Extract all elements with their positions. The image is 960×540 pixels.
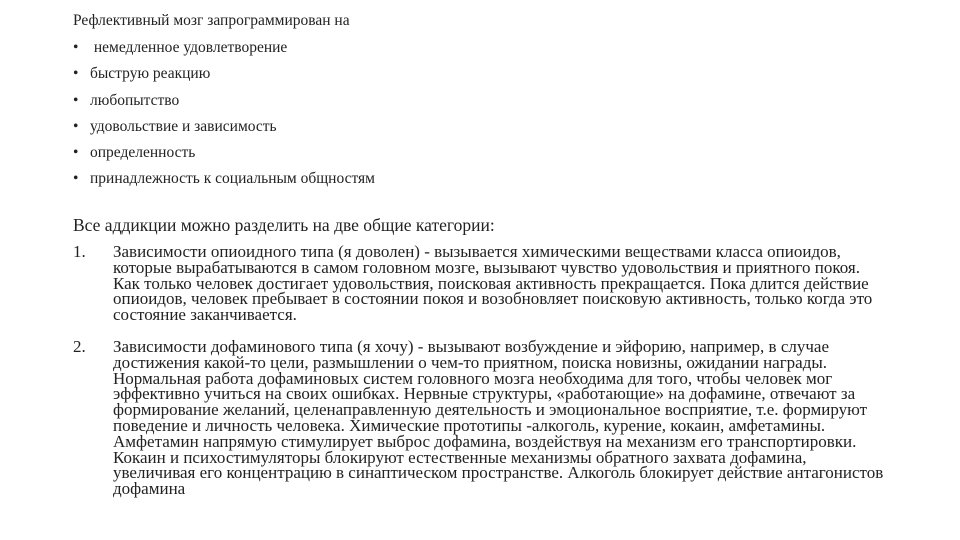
bullet-icon: •: [73, 144, 79, 162]
list-item-text: Зависимости опиоидного типа (я доволен) - вызывается химическими веществами класса опиоидов, которые вырабатываются в самом головном мозге, вызывают чувство удовольствия и приятного покоя. Как только человек достигает удовольствия, поисковая активность прекращается. Пока длится действие опиоидов, человек пребывает в состоянии покоя и возобновляет поисковую активность, только когда это состояние заканчивается.: [113, 242, 873, 325]
bullet-text: немедленное удовлетворение: [90, 39, 288, 56]
bullet-icon: •: [73, 65, 79, 83]
bullet-text: удовольствие и зависимость: [90, 117, 277, 135]
intro-heading: Рефлективный мозг запрограммирован на: [73, 12, 350, 29]
list-item-text: Зависимости дофаминового типа (я хочу) - вызывают возбуждение и эйфорию, например, в случае достижения какой-то цели, размышлении о чем-то приятном, поиска новизны, ожидании награды. Нормальная работа дофаминовых систем головного мозга необходима для того, чтобы человек мог эффективно учиться на своих ошибках. Нервные структуры, «работающие» на дофамине, отвечают за формирование желаний, целенаправленную деятельность и эмоциональное восприятие, т.е. формируют поведение и личность человека. Химические прототипы -алкоголь, курение, кокаин, амфетамины. Амфетамин напрямую стимулирует выброс дофамина, воздействуя на механизм его транспортировки. Кокаин и психостимуляторы блокируют естественные механизмы обратного захвата дофамина, увеличивая его концентрацию в синаптическом пространстве. Алкоголь блокирует действие антагонистов дофамина: [113, 336, 884, 499]
bullet-text: любопытство: [90, 91, 180, 109]
addiction-categories-list: [73, 244, 888, 497]
bullet-icon: •: [73, 39, 79, 56]
addictions-heading: Все аддикции можно разделить на две общие категории:: [73, 215, 495, 235]
bullet-text: быструю реакцию: [90, 65, 211, 83]
list-number: 1.: [73, 242, 86, 261]
bullet-text: принадлежность к социальным общностям: [90, 170, 375, 188]
list-number: 2.: [73, 336, 86, 356]
list-item-dopamine: [73, 336, 888, 499]
bullet-icon: •: [73, 91, 79, 109]
list-item-opioid: [73, 244, 888, 323]
bullet-text: определенность: [90, 144, 196, 162]
bullet-icon: •: [73, 117, 79, 135]
bullet-icon: •: [73, 170, 79, 188]
